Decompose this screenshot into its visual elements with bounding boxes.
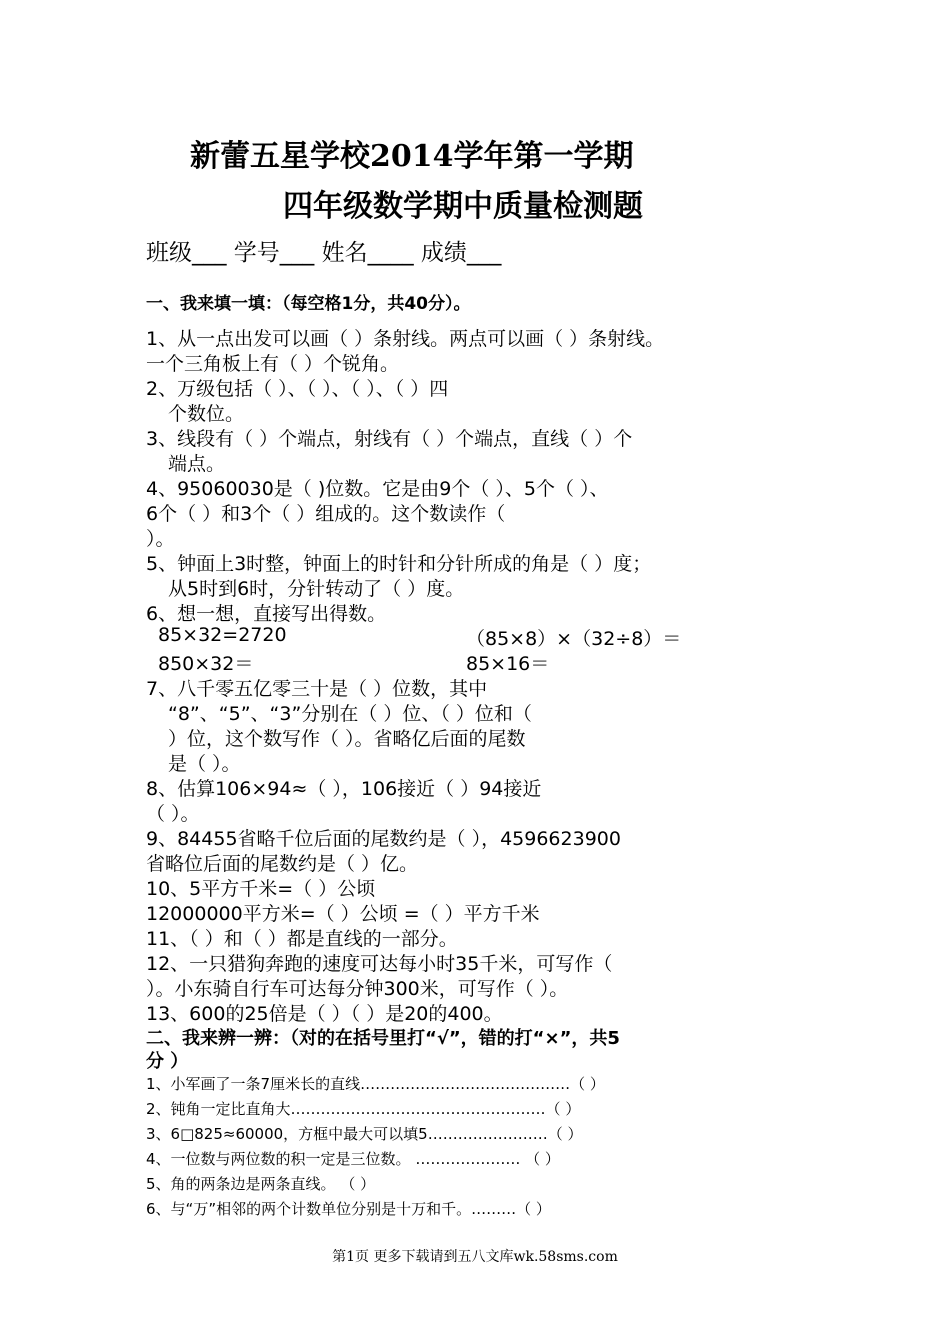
q12-line2: ）。小东骑自行车可达每分钟300米，可写作（ ）。 — [146, 978, 569, 1000]
q6-calc-3: 850×32＝ — [158, 653, 254, 675]
q3-line2: 端点。 — [168, 453, 226, 475]
q8-line2: （ ）。 — [146, 803, 200, 825]
q1-line2: 一个三角板上有（ ）个锐角。 — [146, 353, 400, 375]
student-info-line: 班级___ 学号___ 姓名____ 成绩___ — [146, 240, 502, 266]
judge-item-1: 1、小军画了一条7厘米长的直线……………………………………（ ） — [146, 1075, 605, 1093]
q4-line1: 4、95060030是（ )位数。它是由9个（ ）、5个（ ）、 — [146, 478, 609, 500]
judge-item-2: 2、钝角一定比直角大……………………………………………（ ） — [146, 1100, 581, 1118]
judge-item-3: 3、6□825≈60000，方框中最大可以填5……………………（ ） — [146, 1125, 583, 1143]
q4-line2 — [146, 499, 808, 526]
q7-line3: ）位，这个数写作（ ）。省略亿后面的尾数 — [168, 728, 526, 750]
page-footer: 第1页 更多下载请到五八文库wk.58sms.com — [332, 1249, 618, 1265]
q10-line1: 10、5平方千米=（ ）公顷 — [146, 878, 376, 900]
q4-line2-text: 6个（ ）和3个（ ）组成的。这个数读作（ — [146, 503, 506, 525]
q12-line1: 12、一只猎狗奔跑的速度可达每小时35千米，可写作（ — [146, 953, 613, 975]
section2-heading: 二、我来辨一辨：（对的在括号里打“√”，错的打“×”，共5 — [146, 1028, 620, 1049]
q6-calc-2: （85×8）×（32÷8）＝ — [466, 628, 682, 650]
q4-line3: ）。 — [146, 528, 175, 550]
exam-title-line1: 新蕾五星学校2014学年第一学期 — [190, 139, 634, 174]
exam-title-line2: 四年级数学期中质量检测题 — [283, 189, 643, 224]
q6-calc-1: 85×32=2720 — [158, 624, 287, 646]
judge-item-6: 6、与“万”相邻的两个计数单位分别是十万和千。………（ ） — [146, 1200, 551, 1218]
q7-line2: “8”、“5”、“3”分别在（ ）位、（ ）位和（ — [168, 703, 532, 725]
q2-line2: 个数位。 — [168, 403, 245, 425]
q3-line1: 3、线段有（ ）个端点，射线有（ ）个端点，直线（ ）个 — [146, 428, 633, 450]
q6-line1: 6、想一想，直接写出得数。 — [146, 603, 387, 625]
q1-line1: 1、从一点出发可以画（ ）条射线。两点可以画（ ）条射线。 — [146, 328, 665, 350]
q9-line2: 省略位后面的尾数约是（ ）亿。 — [146, 853, 419, 875]
judge-item-5: 5、角的两条边是两条直线。 （ ） — [146, 1175, 376, 1193]
judge-item-4: 4、一位数与两位数的积一定是三位数。 ………………… （ ） — [146, 1150, 560, 1168]
q7-line1: 7、八千零五亿零三十是（ ）位数，其中 — [146, 678, 488, 700]
q2-line1: 2、万级包括（ ）、（ ）、（ ）、（ ）四 — [146, 378, 449, 400]
section1-heading: 一、我来填一填：（每空格1分，共40分）。 — [146, 294, 471, 314]
q13-line1: 13、600的25倍是（ ）（ ）是20的400。 — [146, 1003, 503, 1025]
q7-line4: 是（ ）。 — [168, 753, 241, 775]
q5-line1: 5、钟面上3时整，钟面上的时针和分针所成的角是（ ）度； — [146, 553, 652, 575]
q10-line2: 12000000平方米=（ ）公顷 =（ ）平方千米 — [146, 903, 540, 925]
q9-line1: 9、84455省略千位后面的尾数约是（ ），4596623900 — [146, 828, 621, 850]
q5-line2: 从5时到6时，分针转动了（ ）度。 — [168, 578, 465, 600]
q11-line1: 11、（ ）和（ ）都是直线的一部分。 — [146, 928, 458, 950]
q8-line1: 8、估算106×94≈（ ），106接近（ ）94接近 — [146, 778, 542, 800]
section2-heading-cont: 分 ） — [146, 1051, 189, 1072]
q6-calc-4: 85×16＝ — [466, 653, 550, 675]
